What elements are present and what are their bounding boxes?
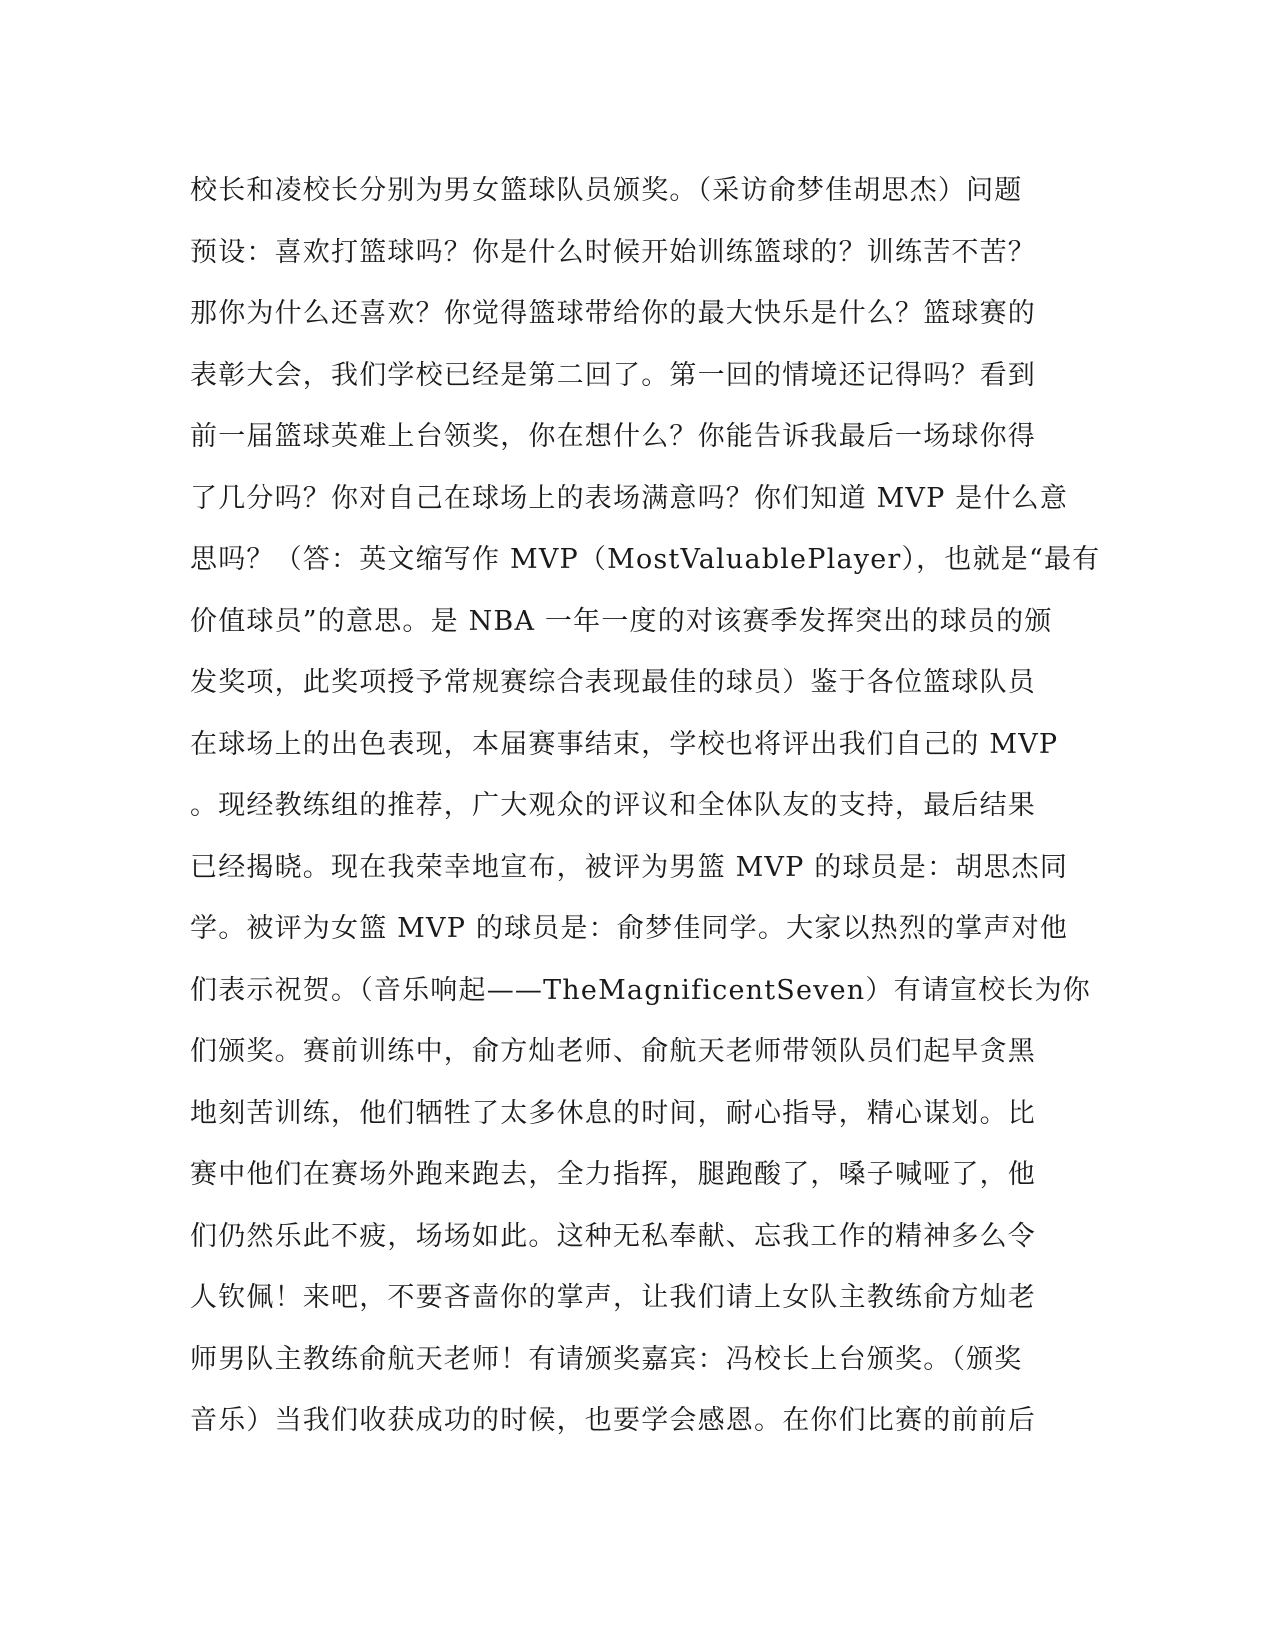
text-line: 价值球员”的意思。是 NBA 一年一度的对该赛季发挥突出的球员的颁: [190, 605, 1053, 637]
text-line: 师男队主教练俞航天老师！有请颁奖嘉宾：冯校长上台颁奖。（颁奖: [190, 1343, 1023, 1375]
text-line: 发奖项，此奖项授予常规赛综合表现最佳的球员）鉴于各位篮球队员: [190, 667, 1036, 698]
text-line: 人钦佩！来吧，不要吝啬你的掌声，让我们请上女队主教练俞方灿老: [190, 1282, 1036, 1313]
text-line: 。现经教练组的推荐，广大观众的评议和全体队友的支持，最后结果: [190, 790, 1036, 821]
text-line: 思吗？（答：英文缩写作 MVP（MostValuablePlayer），也就是“最有: [190, 544, 1101, 575]
text-line: 学。被评为女篮 MVP 的球员是：俞梦佳同学。大家以热烈的掌声对他: [190, 913, 1069, 944]
body-text: [190, 160, 1101, 1452]
text-line: 音乐）当我们收获成功的时候，也要学会感恩。在你们比赛的前前后: [190, 1405, 1036, 1436]
text-line: 那你为什么还喜欢？你觉得篮球带给你的最大快乐是什么？篮球赛的: [190, 298, 1036, 329]
text-line: 了几分吗？你对自己在球场上的表场满意吗？你们知道 MVP 是什么意: [190, 482, 1069, 514]
text-line: 预设：喜欢打篮球吗？你是什么时候开始训练篮球的？训练苦不苦？: [190, 236, 1036, 268]
text-line: 表彰大会，我们学校已经是第二回了。第一回的情境还记得吗？看到: [190, 359, 1036, 391]
text-line: 们表示祝贺。（音乐响起——TheMagnificentSeven）有请宣校长为你: [190, 974, 1091, 1006]
text-line: 们仍然乐此不疲，场场如此。这种无私奉献、忘我工作的精神多么令: [190, 1220, 1036, 1252]
text-line: 已经揭晓。现在我荣幸地宣布，被评为男篮 MVP 的球员是：胡思杰同: [190, 851, 1069, 883]
text-line: 在球场上的出色表现，本届赛事结束，学校也将评出我们自己的 MVP: [190, 728, 1059, 760]
text-line: 们颁奖。赛前训练中，俞方灿老师、俞航天老师带领队员们起早贪黑: [190, 1036, 1036, 1067]
text-line: 前一届篮球英难上台领奖，你在想什么？你能告诉我最后一场球你得: [190, 421, 1036, 452]
text-line: 地刻苦训练，他们牺牲了太多休息的时间，耐心指导，精心谋划。比: [190, 1097, 1036, 1129]
text-line: 赛中他们在赛场外跑来跑去，全力指挥，腿跑酸了，嗓子喊哑了，他: [190, 1159, 1036, 1190]
text-line: 校长和凌校长分别为男女篮球队员颁奖。（采访俞梦佳胡思杰）问题: [190, 175, 1023, 206]
